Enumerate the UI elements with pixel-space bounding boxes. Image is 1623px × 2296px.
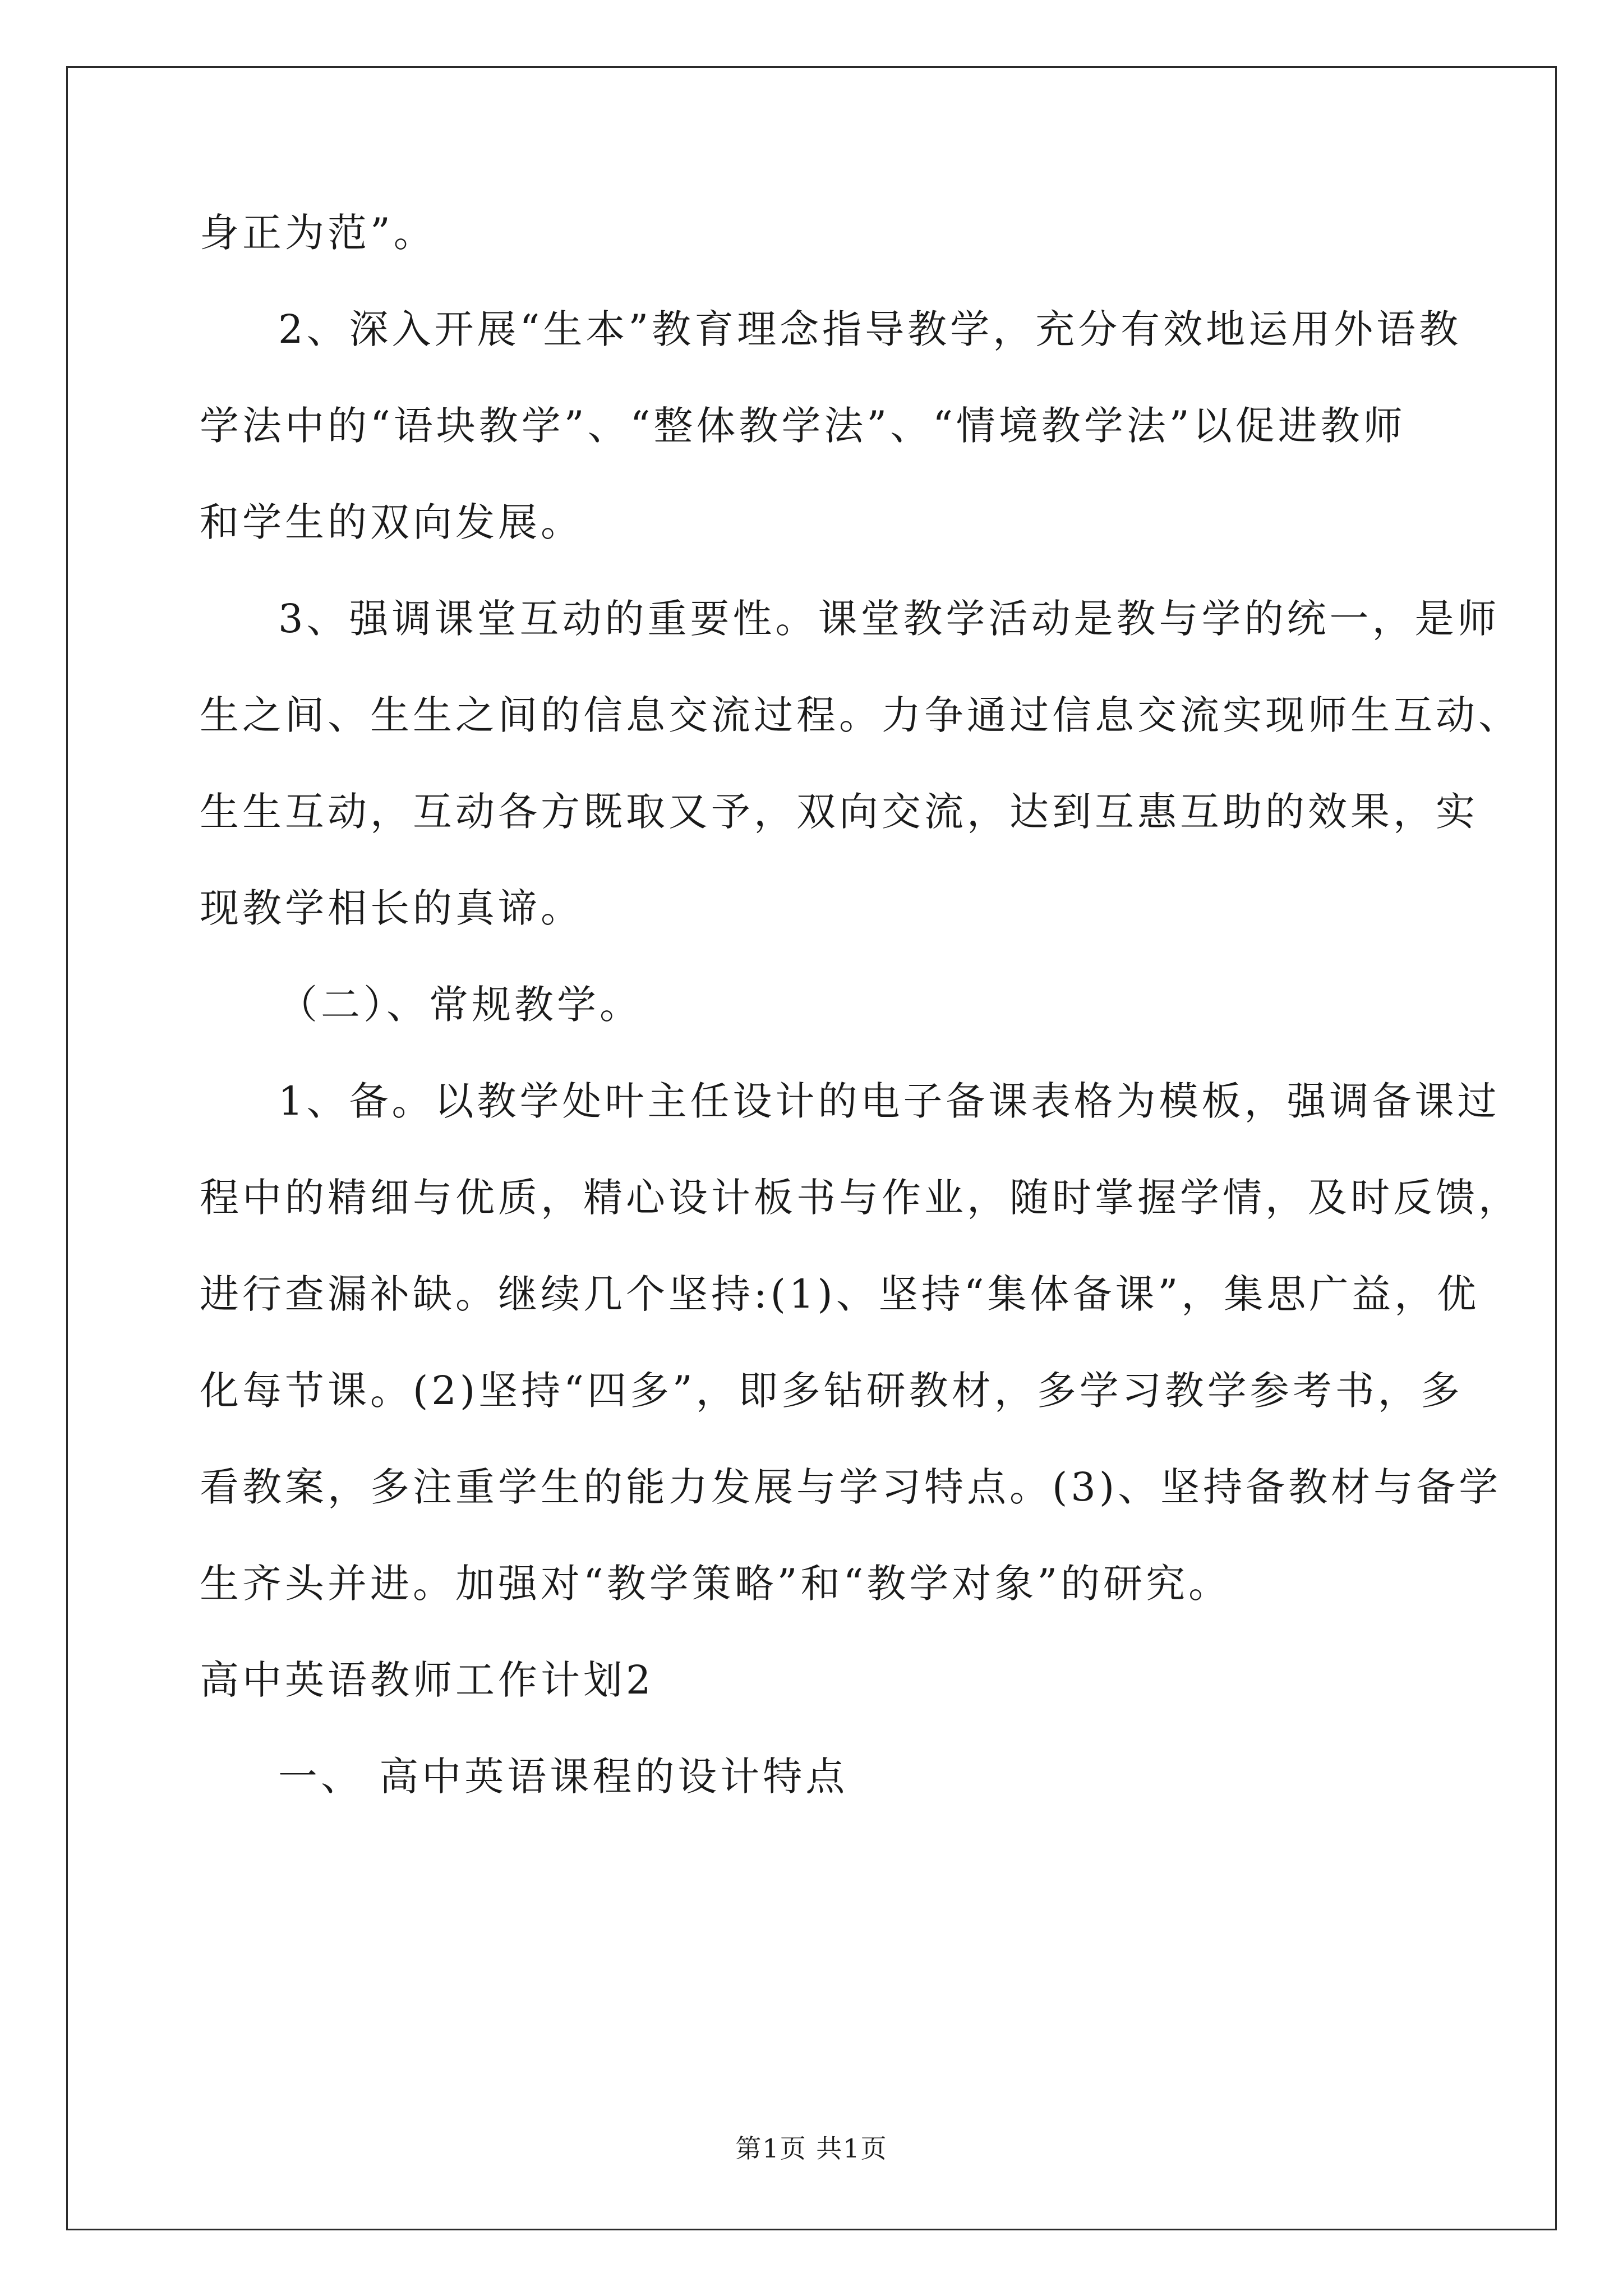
- text-line: 程中的精细与优质，精心设计板书与作业，随时掌握学情，及时反馈，: [200, 1175, 1521, 1221]
- text-line: 生生互动，互动各方既取又予，双向交流，达到互惠互助的效果，实: [200, 789, 1478, 835]
- document-title: 高中英语教师工作计划2: [200, 1657, 654, 1703]
- text-line: 1、备。以教学处叶主任设计的电子备课表格为模板，强调备课过: [278, 1078, 1500, 1124]
- text-line: 生齐头并进。加强对“教学策略”和“教学对象”的研究。: [200, 1561, 1232, 1607]
- text-line: 3、强调课堂互动的重要性。课堂教学活动是教与学的统一，是师: [278, 596, 1500, 642]
- text-line: 现教学相长的真谛。: [200, 885, 583, 931]
- text-line: 2、深入开展“生本”教育理念指导教学，充分有效地运用外语教: [278, 306, 1462, 352]
- text-line: 身正为范”。: [200, 210, 436, 256]
- text-line: 学法中的“语块教学”、“整体教学法”、“情境教学法”以促进教师: [200, 403, 1406, 449]
- section-heading: 一、 高中英语课程的设计特点: [278, 1754, 849, 1800]
- text-line: 生之间、生生之间的信息交流过程。力争通过信息交流实现师生互动、: [200, 692, 1521, 738]
- text-line: 进行查漏补缺。继续几个坚持:(1)、坚持“集体备课”，集思广益，优: [200, 1271, 1480, 1317]
- text-line: 和学生的双向发展。: [200, 499, 583, 545]
- text-line: 化每节课。(2)坚持“四多”，即多钻研教材，多学习教学参考书，多: [200, 1368, 1463, 1414]
- page-footer: 第1页 共1页: [735, 2133, 888, 2164]
- page-border: [66, 66, 1557, 2230]
- text-line: 看教案，多注重学生的能力发展与学习特点。(3)、坚持备教材与备学: [200, 1464, 1502, 1510]
- section-heading: （二）、常规教学。: [278, 982, 642, 1028]
